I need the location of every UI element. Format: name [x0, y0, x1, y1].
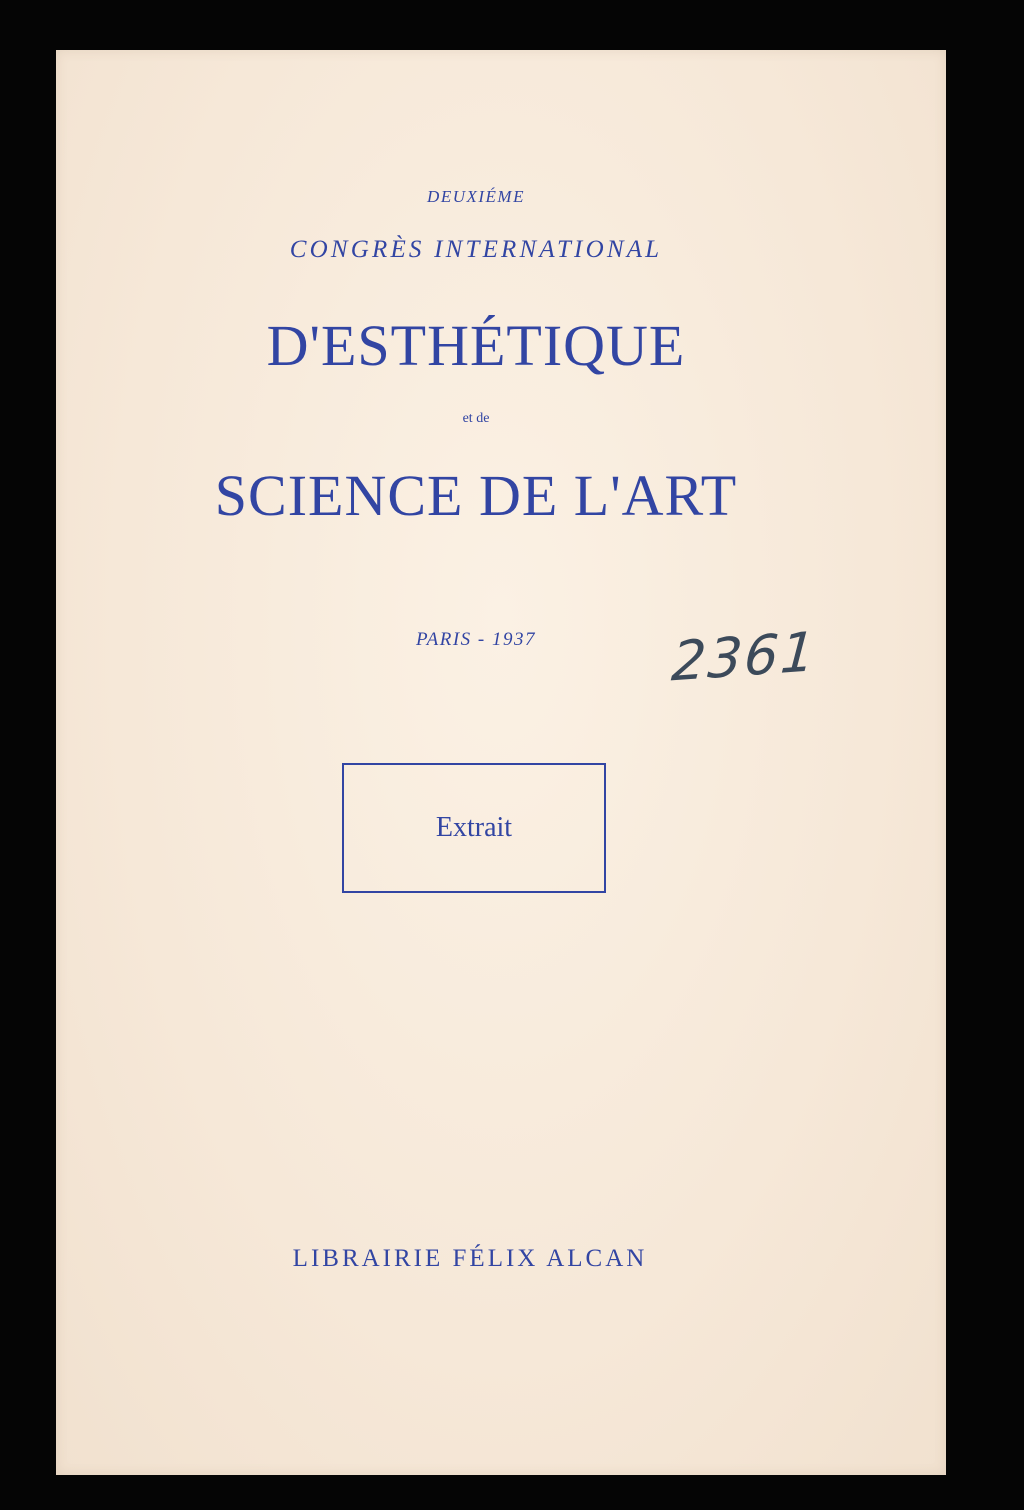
- extrait-label: Extrait: [435, 812, 513, 843]
- publisher-name: LIBRAIRIE FÉLIX ALCAN: [292, 1245, 648, 1272]
- title-esthetique: D'ESTHÉTIQUE: [266, 313, 686, 378]
- extrait-box: [342, 763, 606, 893]
- congress-label: CONGRÈS INTERNATIONAL: [289, 236, 663, 263]
- edition-label: DEUXIÉME: [427, 187, 525, 206]
- document-page: [56, 50, 946, 1475]
- place-and-date: PARIS - 1937: [415, 629, 537, 650]
- handwritten-catalog-number: 2361: [669, 619, 820, 694]
- title-science-de-l-art: SCIENCE DE L'ART: [214, 463, 738, 528]
- title-connector: et de: [462, 411, 490, 426]
